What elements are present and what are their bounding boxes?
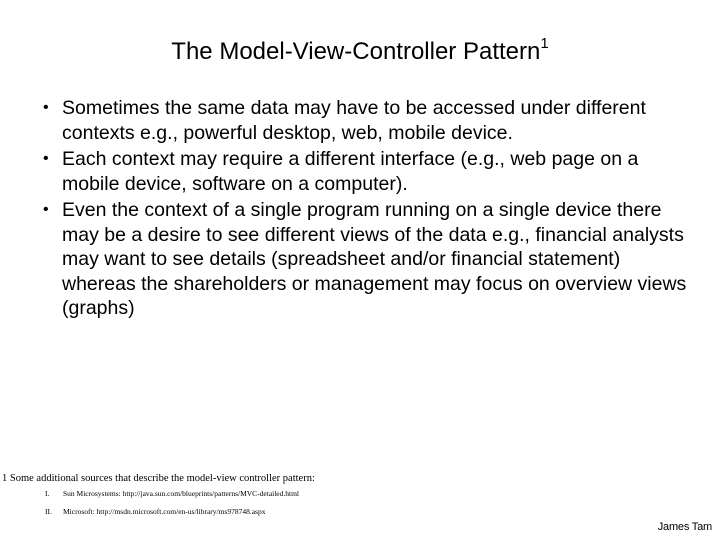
bullet-text: Sometimes the same data may have to be accessed under different contexts e.g., powerful desktop, web, mobile device.	[62, 97, 646, 144]
bullet-list	[40, 96, 690, 323]
source-number: I.	[45, 489, 50, 498]
title-footnote-marker: 1	[540, 35, 549, 52]
bullet-item	[40, 147, 690, 196]
source-link-text[interactable]: Microsoft: http://msdn.microsoft.com/en-us/library/ms978748.aspx	[63, 507, 266, 516]
author-name: James Tam	[657, 521, 712, 533]
bullet-text: Even the context of a single program running on a single device there may be a desire to see different views of the data e.g., financial analysts may want to see details (spreadsheet and/or financial statement) whereas the shareholders or management may focus on overview views (graphs)	[62, 199, 687, 319]
source-item	[45, 489, 299, 499]
bullet-text: Each context may require a different interface (e.g., web page on a mobile device, software on a computer).	[62, 148, 639, 195]
bullet-item	[40, 96, 690, 145]
title-text: The Model-View-Controller Pattern	[171, 38, 541, 65]
source-item	[45, 507, 299, 517]
source-number: II.	[45, 507, 52, 516]
bullet-item	[40, 198, 690, 321]
bullet-marker: •	[43, 150, 49, 167]
source-link-text[interactable]: Sun Microsystems: http://java.sun.com/blueprints/patterns/MVC-detailed.html	[63, 489, 300, 498]
footnote: 1 Some additional sources that describe the model-view controller pattern:	[2, 473, 315, 484]
bullet-marker: •	[43, 99, 49, 116]
source-list	[45, 489, 299, 525]
slide-title	[0, 28, 720, 70]
bullet-marker: •	[43, 201, 49, 218]
